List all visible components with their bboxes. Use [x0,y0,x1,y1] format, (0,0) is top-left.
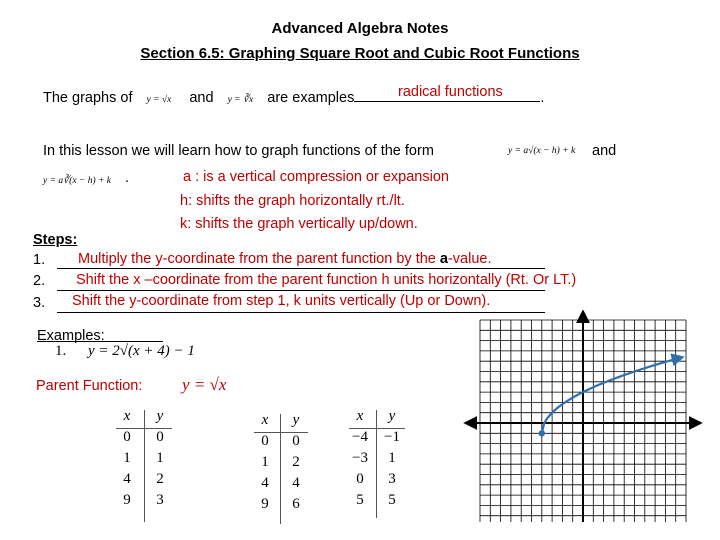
table-cell: 6 [292,496,300,512]
table-cell: 2 [292,454,300,470]
table-cell: 0 [156,429,164,445]
parent-function-equation: y = √x [182,375,227,394]
table-cell: 0 [356,471,364,487]
table-header-rule [116,428,172,429]
examples-label: Examples: [37,328,105,344]
table-cell: 5 [356,492,364,508]
step-2-line [57,290,545,291]
note-a: a : is a vertical compression or expansion [183,169,449,185]
intro-text-2: are examples [267,90,355,106]
steps-heading-text: Steps: [33,232,78,248]
step-1-text-post: -value. [447,251,492,267]
examples-rule [37,341,163,342]
form-sqrt: y = a√(x − h) + k [508,146,576,156]
table-header-x: x [123,408,131,424]
table-cell: 5 [388,492,396,508]
table-stretch-x-col [252,410,278,515]
table-cell: −3 [352,450,368,466]
table-cell: 2 [156,471,164,487]
table-stretch-y-col [283,410,309,515]
step-1-text [78,251,492,267]
table-cell: 4 [261,475,269,491]
curve-group [539,358,681,437]
intro-text-1: The graphs of [43,90,133,106]
table-header-rule [349,428,405,429]
lesson-line: In this lesson we will learn how to graph functions of the form [43,143,434,159]
coordinate-graph [458,310,708,522]
example-1-number: 1. [55,343,67,359]
table-cell: 9 [261,496,269,512]
table-cell: 3 [388,471,396,487]
table-cell: 0 [292,433,300,449]
curve-point [539,430,545,436]
table-cell: 1 [388,450,396,466]
table-cell: 1 [261,454,269,470]
step-2-text: Shift the x –coordinate from the parent function h units horizontally (Rt. Or LT.) [76,272,577,288]
table-header-x: x [261,412,269,428]
table-cell: 0 [123,429,131,445]
table-header-y: y [156,408,164,424]
table-cell: 1 [123,450,131,466]
step-1-text-bold: a [439,251,448,267]
table-divider [144,410,145,522]
section-title-text: Section 6.5: Graphing Square Root and Cubic Root Functions [140,45,580,62]
table-cell: 4 [292,475,300,491]
table-header-rule [254,432,308,433]
intro-period: . [540,90,545,106]
intro-and: and [189,90,214,106]
note-k: k: shifts the graph vertically up/down. [180,216,418,232]
steps-heading [33,232,77,248]
parent-function-label: Parent Function: [36,378,143,394]
table-shifted-x-col [347,406,373,511]
table-header-y: y [292,412,300,428]
step-2-number: 2. [33,273,46,289]
lesson-and: and [592,143,617,159]
table-header-x: x [356,408,364,424]
table-cell: −4 [352,429,368,445]
table-cell: 0 [261,433,269,449]
page-title: Advanced Algebra Notes [271,20,449,37]
table-divider [376,410,377,518]
eq-cbrt-x: y = ∛x [227,95,254,105]
section-title [0,45,720,62]
table-cell: 9 [123,492,131,508]
table-shifted-y-col [379,406,405,511]
note-h: h: shifts the graph horizontally rt./lt. [180,193,405,209]
step-1-line [57,268,545,269]
table-cell: 4 [123,471,131,487]
table-divider [280,414,281,524]
axes [466,312,700,522]
form-period: . [125,170,130,186]
step-1-number: 1. [33,252,46,268]
table-cell: 1 [156,450,164,466]
form-cbrt: y = a∛(x − h) + k [43,176,112,186]
table-cell: 3 [156,492,164,508]
step-3-number: 3. [33,295,46,311]
table-header-y: y [388,408,396,424]
example-1-equation: y = 2√(x + 4) − 1 [88,343,195,359]
step-1-text-pre: Multiply the y-coordinate from the parent function by the [78,251,440,267]
step-3-text: Shift the y-coordinate from step 1, k units vertically (Up or Down). [72,293,491,309]
intro-answer: radical functions [398,84,503,100]
intro-answer-blank [354,101,540,102]
eq-sqrt-x: y = √x [146,95,172,105]
table-parent-x-col [114,406,140,511]
table-parent-y-col [147,406,173,511]
table-cell: −1 [384,429,400,445]
